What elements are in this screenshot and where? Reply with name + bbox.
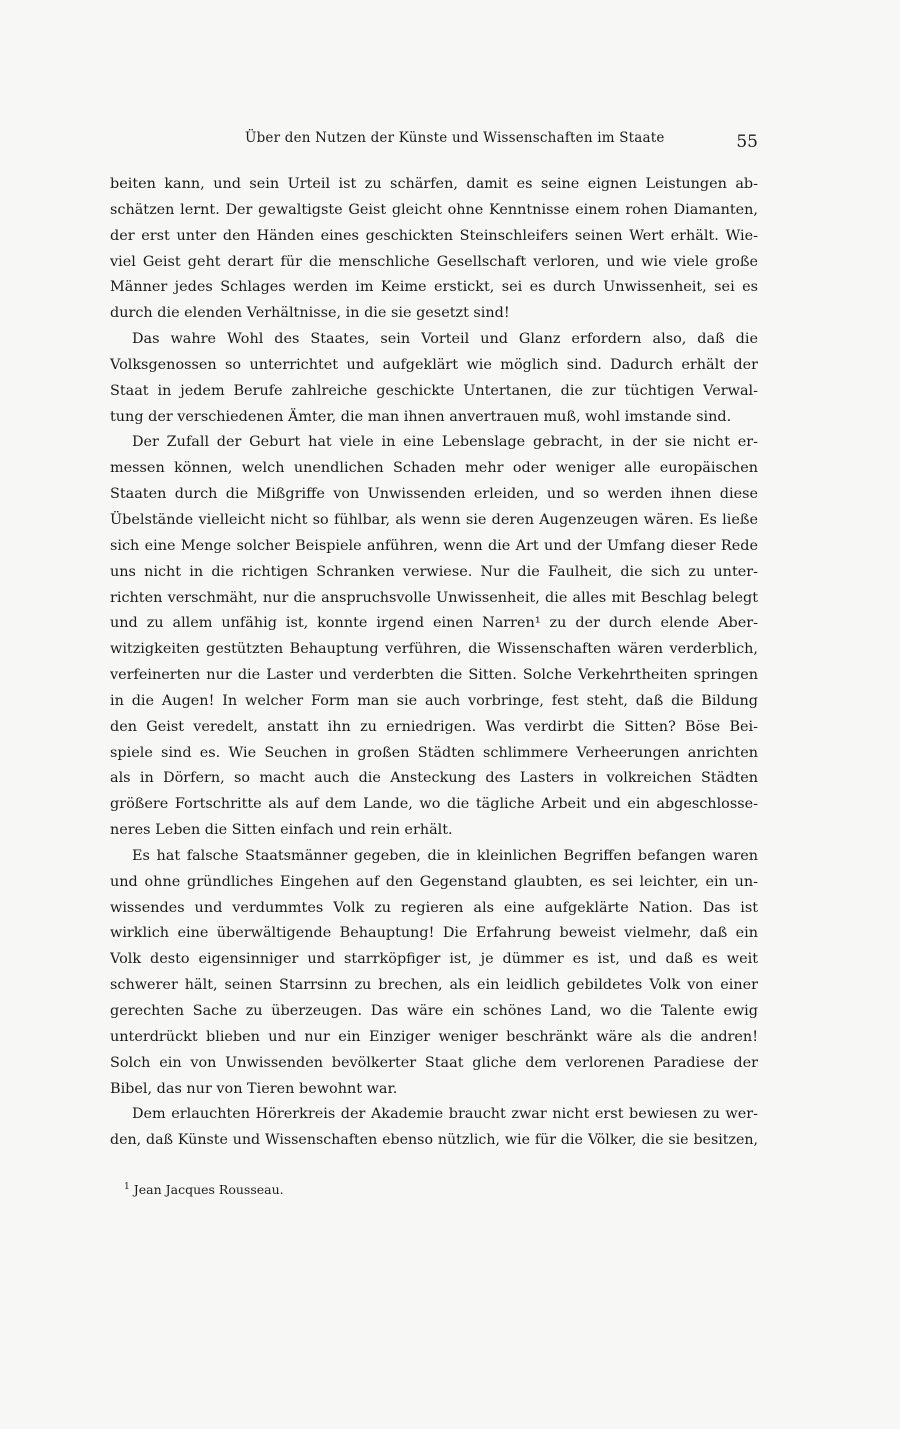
body-text: [110, 172, 758, 1154]
text-line: Staat in jedem Berufe zahlreiche geschickte Untertanen, die zur tüchtigen Verwal-: [110, 382, 758, 399]
text-line: Übelstände vielleicht nicht so fühlbar, als wenn sie deren Augenzeugen wären. Es ließe: [110, 511, 758, 528]
text-line: Bibel, das nur von Tieren bewohnt war.: [110, 1080, 398, 1097]
text-line: viel Geist geht derart für die menschliche Gesellschaft verloren, und wie viele große: [110, 253, 758, 270]
text-line: der erst unter den Händen eines geschickten Steinschleifers seinen Wert erhält. Wie-: [110, 227, 758, 244]
text-line: Volksgenossen so unterrichtet und aufgeklärt wie möglich sind. Dadurch erhält der: [110, 356, 758, 373]
text-line: verfeinerten nur die Laster und verderbten die Sitten. Solche Verkehrtheiten springen: [110, 667, 758, 684]
text-line: den Geist veredelt, anstatt ihn zu erniedrigen. Was verdirbt die Sitten? Böse Bei-: [110, 718, 758, 735]
text-line: größere Fortschritte als auf dem Lande, wo die tägliche Arbeit und ein abgeschlosse-: [110, 796, 758, 813]
text-line: Der Zufall der Geburt hat viele in eine Lebenslage gebracht, in der sie nicht er-: [132, 434, 758, 451]
text-line: schwerer hält, seinen Starrsinn zu brechen, als ein leidlich gebildetes Volk von einer: [110, 977, 758, 994]
text-line: durch die elenden Verhältnisse, in die sie gesetzt sind!: [110, 305, 510, 322]
text-line: richten verschmäht, nur die anspruchsvolle Unwissenheit, die alles mit Beschlag belegt: [110, 589, 758, 606]
text-line: und zu allem unfähig ist, konnte irgend einen Narren¹ zu der durch elende Aber-: [110, 615, 758, 632]
text-line: Das wahre Wohl des Staates, sein Vorteil und Glanz erfordern also, daß die: [132, 331, 758, 348]
text-line: Männer jedes Schlages werden im Keime erstickt, sei es durch Unwissenheit, sei es: [110, 279, 758, 296]
running-title: Über den Nutzen der Künste und Wissenschaften im Staate: [245, 130, 665, 146]
text-line: Dem erlauchten Hörerkreis der Akademie braucht zwar nicht erst bewiesen zu wer-: [132, 1106, 758, 1123]
text-line: beiten kann, und sein Urteil ist zu schärfen, damit es seine eignen Leistungen ab-: [110, 176, 758, 192]
text-line: den, daß Künste und Wissenschaften ebenso nützlich, wie für die Völker, die sie besitzen,: [110, 1132, 758, 1149]
text-line: neres Leben die Sitten einfach und rein erhält.: [110, 822, 453, 839]
text-line: Solch ein von Unwissenden bevölkerter Staat gliche dem verlorenen Paradiese der: [110, 1054, 758, 1071]
footnote: [110, 1182, 758, 1197]
text-line: unterdrückt blieben und nur ein Einziger weniger beschränkt wäre als die andren!: [110, 1028, 758, 1045]
text-line: messen können, welch unendlichen Schaden mehr oder weniger alle europäischen: [110, 460, 758, 477]
footnote-text: Jean Jacques Rousseau.: [133, 1182, 284, 1198]
text-line: Staaten durch die Mißgriffe von Unwissenden erleiden, und so werden ihnen diese: [110, 486, 758, 503]
text-line: Volk desto eigensinniger und starrköpfiger ist, je dümmer es ist, und daß es weit: [110, 951, 758, 968]
text-line: und ohne gründliches Eingehen auf den Gegenstand glaubten, es sei leichter, ein un-: [110, 873, 758, 890]
text-line: Es hat falsche Staatsmänner gegeben, die in kleinlichen Begriffen befangen waren: [132, 847, 758, 864]
text-line: schätzen lernt. Der gewaltigste Geist gleicht ohne Kenntnisse einem rohen Diamanten,: [110, 201, 758, 218]
text-line: tung der verschiedenen Ämter, die man ihnen anvertrauen muß, wohl imstande sind.: [110, 408, 732, 425]
text-line: spiele sind es. Wie Seuchen in großen Städten schlimmere Verheerungen anrichten: [110, 744, 758, 761]
text-line: in die Augen! In welcher Form man sie auch vorbringe, fest steht, daß die Bildung: [110, 692, 758, 709]
page-number: 55: [736, 132, 758, 152]
text-line: uns nicht in die richtigen Schranken verwiese. Nur die Faulheit, die sich zu unter-: [110, 563, 758, 580]
running-header: [110, 124, 758, 154]
text-line: witzigkeiten gestützten Behauptung verführen, die Wissenschaften wären verderblich,: [110, 641, 758, 658]
text-line: sich eine Menge solcher Beispiele anführen, wenn die Art und der Umfang dieser Rede: [110, 537, 758, 554]
footnote-mark: 1: [124, 1182, 130, 1192]
text-line: gerechten Sache zu überzeugen. Das wäre ein schönes Land, wo die Talente ewig: [110, 1003, 758, 1019]
text-line: wirklich eine überwältigende Behauptung! Die Erfahrung beweist vielmehr, daß ein: [110, 925, 758, 942]
text-line: wissendes und verdummtes Volk zu regieren als eine aufgeklärte Nation. Das ist: [110, 899, 758, 916]
text-line: als in Dörfern, so macht auch die Ansteckung des Lasters in volkreichen Städten: [110, 770, 758, 787]
